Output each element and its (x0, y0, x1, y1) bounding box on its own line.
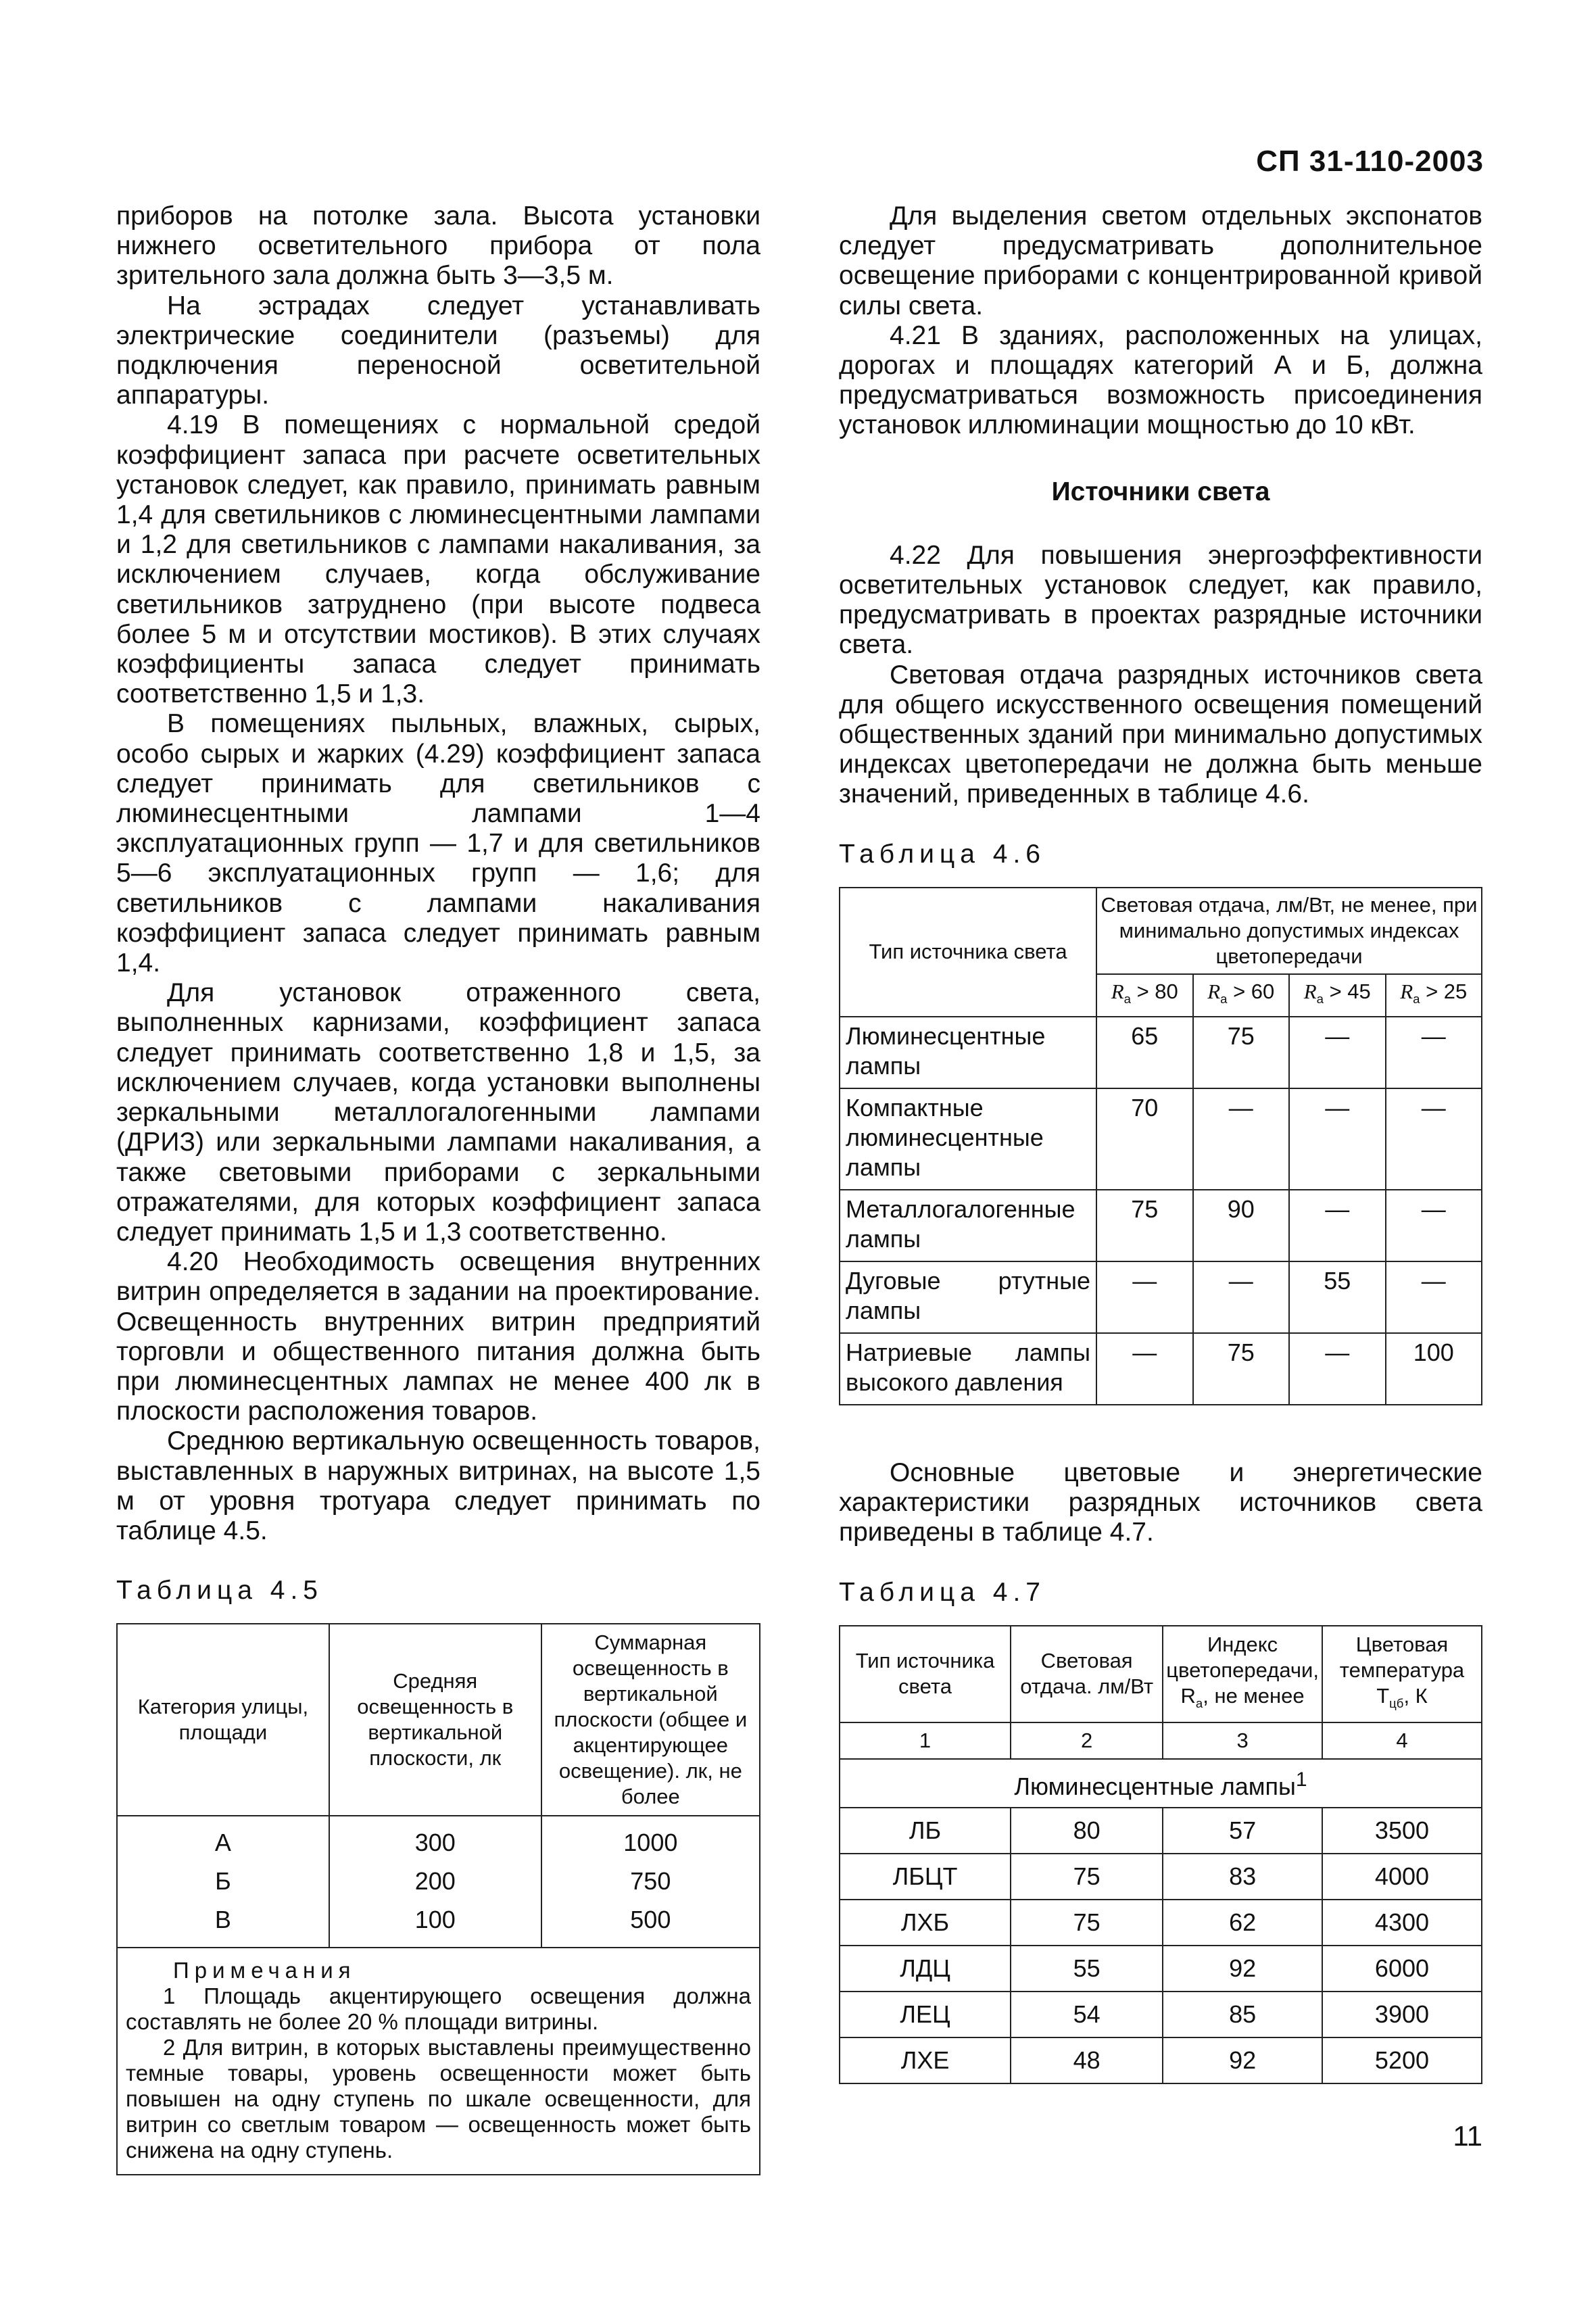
table-cell: — (1289, 1088, 1386, 1190)
table-cell: 48 (1011, 2037, 1163, 2083)
paragraph: 4.20 Необходимость освещения внутренних витрин определяется в задании на проектирование. Освещенность внутренних витрин предприятий торговли и общественного питания должна быть при люминесцентных лампах не менее 400 лк в плоскости расположения товаров. (116, 1247, 760, 1426)
table-cell: — (1096, 1333, 1193, 1405)
table-notes (117, 1948, 760, 2175)
paragraph: Для выделения светом отдельных экспонатов следует предусматривать дополнительное освещение приборами с концентрированной кривой силы света. (839, 201, 1482, 320)
page-number: 11 (1453, 2120, 1482, 2152)
table-header: Тип источника света (840, 1626, 1011, 1722)
paragraph: В помещениях пыльных, влажных, сырых, особо сырых и жарких (4.29) коэффициент запаса следует принимать для светильников с люминесцентными лампами 1—4 эксплуатационных групп — 1,7 и для светильников 5—6 эксплуатационных групп — 1,6; для светильников с лампами накаливания коэффициент запаса следует принимать равным 1,4. (116, 709, 760, 978)
table-cell: 92 (1163, 2037, 1322, 2083)
column-number: 3 (1163, 1722, 1322, 1759)
table-cell: 500 (541, 1900, 760, 1948)
table-cell: 90 (1193, 1190, 1290, 1261)
table-cell: 75 (1193, 1017, 1290, 1088)
table-4-7 (839, 1625, 1482, 2084)
table-cell: 1000 (541, 1816, 760, 1862)
table-caption: Таблица 4.7 (839, 1577, 1046, 1607)
table-cell: 65 (1096, 1017, 1193, 1088)
table-row (840, 1854, 1482, 1900)
table-cell: 83 (1163, 1854, 1322, 1900)
note: 1 Площадь акцентирующего освещения должна составлять не более 20 % площади витрины. (126, 1983, 751, 2035)
table-cell: 3500 (1322, 1808, 1482, 1854)
table-header: $R_a > 45$ (1289, 974, 1386, 1017)
table-cell: 100 (329, 1900, 541, 1948)
table-cell: 85 (1163, 1992, 1322, 2037)
table-cell: 57 (1163, 1808, 1322, 1854)
table-cell: 300 (329, 1816, 541, 1862)
table-cell: ЛХЕ (840, 2037, 1011, 2083)
table-cell: Дуговые ртутные лампы (840, 1261, 1096, 1333)
column-number: 1 (840, 1722, 1011, 1759)
table-cell: Компактные люминесцентные лампы (840, 1088, 1096, 1190)
table-header: $R_a > 80$ (1096, 974, 1193, 1017)
table-cell: ЛДЦ (840, 1946, 1011, 1992)
paragraph: приборов на потолке зала. Высота установки нижнего осветительного прибора от пола зрительного зала должна быть 3—3,5 м. (116, 201, 760, 291)
table-cell: ЛЕЦ (840, 1992, 1011, 2037)
table-cell: — (1386, 1261, 1482, 1333)
table-group-label: Люминесцентные лампы$^1$ (840, 1759, 1482, 1808)
table-cell: 6000 (1322, 1946, 1482, 1992)
table-row (840, 1992, 1482, 2037)
table-header: Тип источника света (840, 888, 1096, 1017)
table-row (840, 1190, 1482, 1261)
table-header: Цветовая температура $T_{цб}$, К (1322, 1626, 1482, 1722)
paragraph: 4.21 В зданиях, расположенных на улицах, дорогах и площадях категорий А и Б, должна предусматриваться возможность присоединения установок иллюминации мощностью до 10 кВт. (839, 320, 1482, 440)
table-cell: ЛБЦТ (840, 1854, 1011, 1900)
table-cell: ЛХБ (840, 1900, 1011, 1946)
table-cell: В (117, 1900, 329, 1948)
paragraph: На эстрадах следует устанавливать электрические соединители (разъемы) для подключения переносной осветительной аппаратуры. (116, 291, 760, 410)
paragraph: Для установок отраженного света, выполненных карнизами, коэффициент запаса следует принимать соответственно 1,8 и 1,5, за исключением случаев, когда установки выполнены зеркальными металлогалогенными лампами (ДРИЗ) или зеркальными лампами накаливания, а также световыми приборами с зеркальными отражателями, для которых коэффициент запаса следует принимать 1,5 и 1,3 соответственно. (116, 978, 760, 1247)
left-column (116, 201, 760, 2175)
table-cell: 75 (1011, 1900, 1163, 1946)
document-code: СП 31-110-2003 (1256, 145, 1484, 178)
table-header: Индекс цветопередачи, $R_а$, не менее (1163, 1626, 1322, 1722)
right-column (839, 201, 1482, 2084)
table-cell: Натриевые лампы высокого давления (840, 1333, 1096, 1405)
table-cell: 54 (1011, 1992, 1163, 2037)
table-cell: 100 (1386, 1333, 1482, 1405)
table-cell: — (1386, 1088, 1482, 1190)
table-header: $R_a > 25$ (1386, 974, 1482, 1017)
table-cell: 80 (1011, 1808, 1163, 1854)
table-row (840, 1808, 1482, 1854)
table-caption: Таблица 4.5 (116, 1576, 323, 1606)
table-cell: Металлогалогенные лампы (840, 1190, 1096, 1261)
table-header: Средняя освещенность в вертикальной плоскости, лк (329, 1624, 541, 1816)
section-title: Источники света (1051, 477, 1270, 506)
table-row (840, 1017, 1482, 1088)
table-row (117, 1900, 760, 1948)
table-cell: — (1386, 1017, 1482, 1088)
column-number: 2 (1011, 1722, 1163, 1759)
table-cell: А (117, 1816, 329, 1862)
table-cell: Б (117, 1862, 329, 1900)
paragraph: 4.22 Для повышения энергоэффективности осветительных установок следует, как правило, предусматривать в проектах разрядные источники света. (839, 540, 1482, 660)
table-row (840, 1261, 1482, 1333)
table-cell: — (1096, 1261, 1193, 1333)
table-cell: 75 (1193, 1333, 1290, 1405)
table-row (117, 1862, 760, 1900)
table-cell: Люминесцентные лампы (840, 1017, 1096, 1088)
table-4-5 (116, 1623, 760, 2175)
footnote-mark: 1 (1295, 1768, 1307, 1791)
column-number-row (840, 1722, 1482, 1759)
table-cell: — (1289, 1333, 1386, 1405)
table-cell: ЛБ (840, 1808, 1011, 1854)
table-header: $R_a > 60$ (1193, 974, 1290, 1017)
table-row (840, 1088, 1482, 1190)
table-header: Категория улицы, площади (117, 1624, 329, 1816)
notes-title: Примечания (173, 1958, 356, 1983)
column-number: 4 (1322, 1722, 1482, 1759)
table-header: Световая отдача. лм/Вт (1011, 1626, 1163, 1722)
table-caption: Таблица 4.6 (839, 839, 1046, 869)
table-cell: 5200 (1322, 2037, 1482, 2083)
table-cell: 62 (1163, 1900, 1322, 1946)
table-cell: 200 (329, 1862, 541, 1900)
table-cell: — (1386, 1190, 1482, 1261)
table-header: Световая отдача, лм/Вт, не менее, при минимально допустимых индексах цветопередачи (1096, 888, 1482, 974)
table-4-6 (839, 887, 1482, 1405)
paragraph: Световая отдача разрядных источников света для общего искусственного освещения помещений общественных зданий при минимально допустимых индексах цветопередачи не должна быть меньше значений, приведенных в таблице 4.6. (839, 660, 1482, 809)
table-cell: 4000 (1322, 1854, 1482, 1900)
table-cell: — (1289, 1190, 1386, 1261)
table-header: Суммарная освещенность в вертикальной плоскости (общее и акцентирующее освещение). лк, не более (541, 1624, 760, 1816)
paragraph: Среднюю вертикальную освещенность товаров, выставленных в наружных витринах, на высоте 1,5 м от уровня тротуара следует принимать по таблице 4.5. (116, 1426, 760, 1545)
paragraph: Основные цветовые и энергетические характеристики разрядных источников света приведены в таблице 4.7. (839, 1458, 1482, 1547)
paragraph: 4.19 В помещениях с нормальной средой коэффициент запаса при расчете осветительных установок следует, как правило, принимать равным 1,4 для светильников с люминесцентными лампами и 1,2 для светильников с лампами накаливания, за исключением случаев, когда обслуживание светильников затруднено (при высоте подвеса более 5 м и отсутствии мостиков). В этих случаях коэффициенты запаса следует принимать соответственно 1,5 и 1,3. (116, 410, 760, 709)
table-cell: 92 (1163, 1946, 1322, 1992)
table-cell: 75 (1096, 1190, 1193, 1261)
table-row (840, 1900, 1482, 1946)
table-cell: 3900 (1322, 1992, 1482, 2037)
note: 2 Для витрин, в которых выставлены преимущественно темные товары, уровень освещенности может быть повышен на одну ступень по шкале освещенности, для витрин со светлым товаром — освещенность может быть снижена на одну ступень. (126, 2035, 751, 2163)
table-cell: — (1193, 1261, 1290, 1333)
table-cell: 55 (1011, 1946, 1163, 1992)
table-cell: 55 (1289, 1261, 1386, 1333)
table-cell: 4300 (1322, 1900, 1482, 1946)
table-cell: 75 (1011, 1854, 1163, 1900)
table-cell: — (1193, 1088, 1290, 1190)
table-cell: — (1289, 1017, 1386, 1088)
table-row (840, 1946, 1482, 1992)
table-row (840, 2037, 1482, 2083)
table-cell: 750 (541, 1862, 760, 1900)
table-cell: 70 (1096, 1088, 1193, 1190)
table-row (840, 1333, 1482, 1405)
table-row (117, 1816, 760, 1862)
